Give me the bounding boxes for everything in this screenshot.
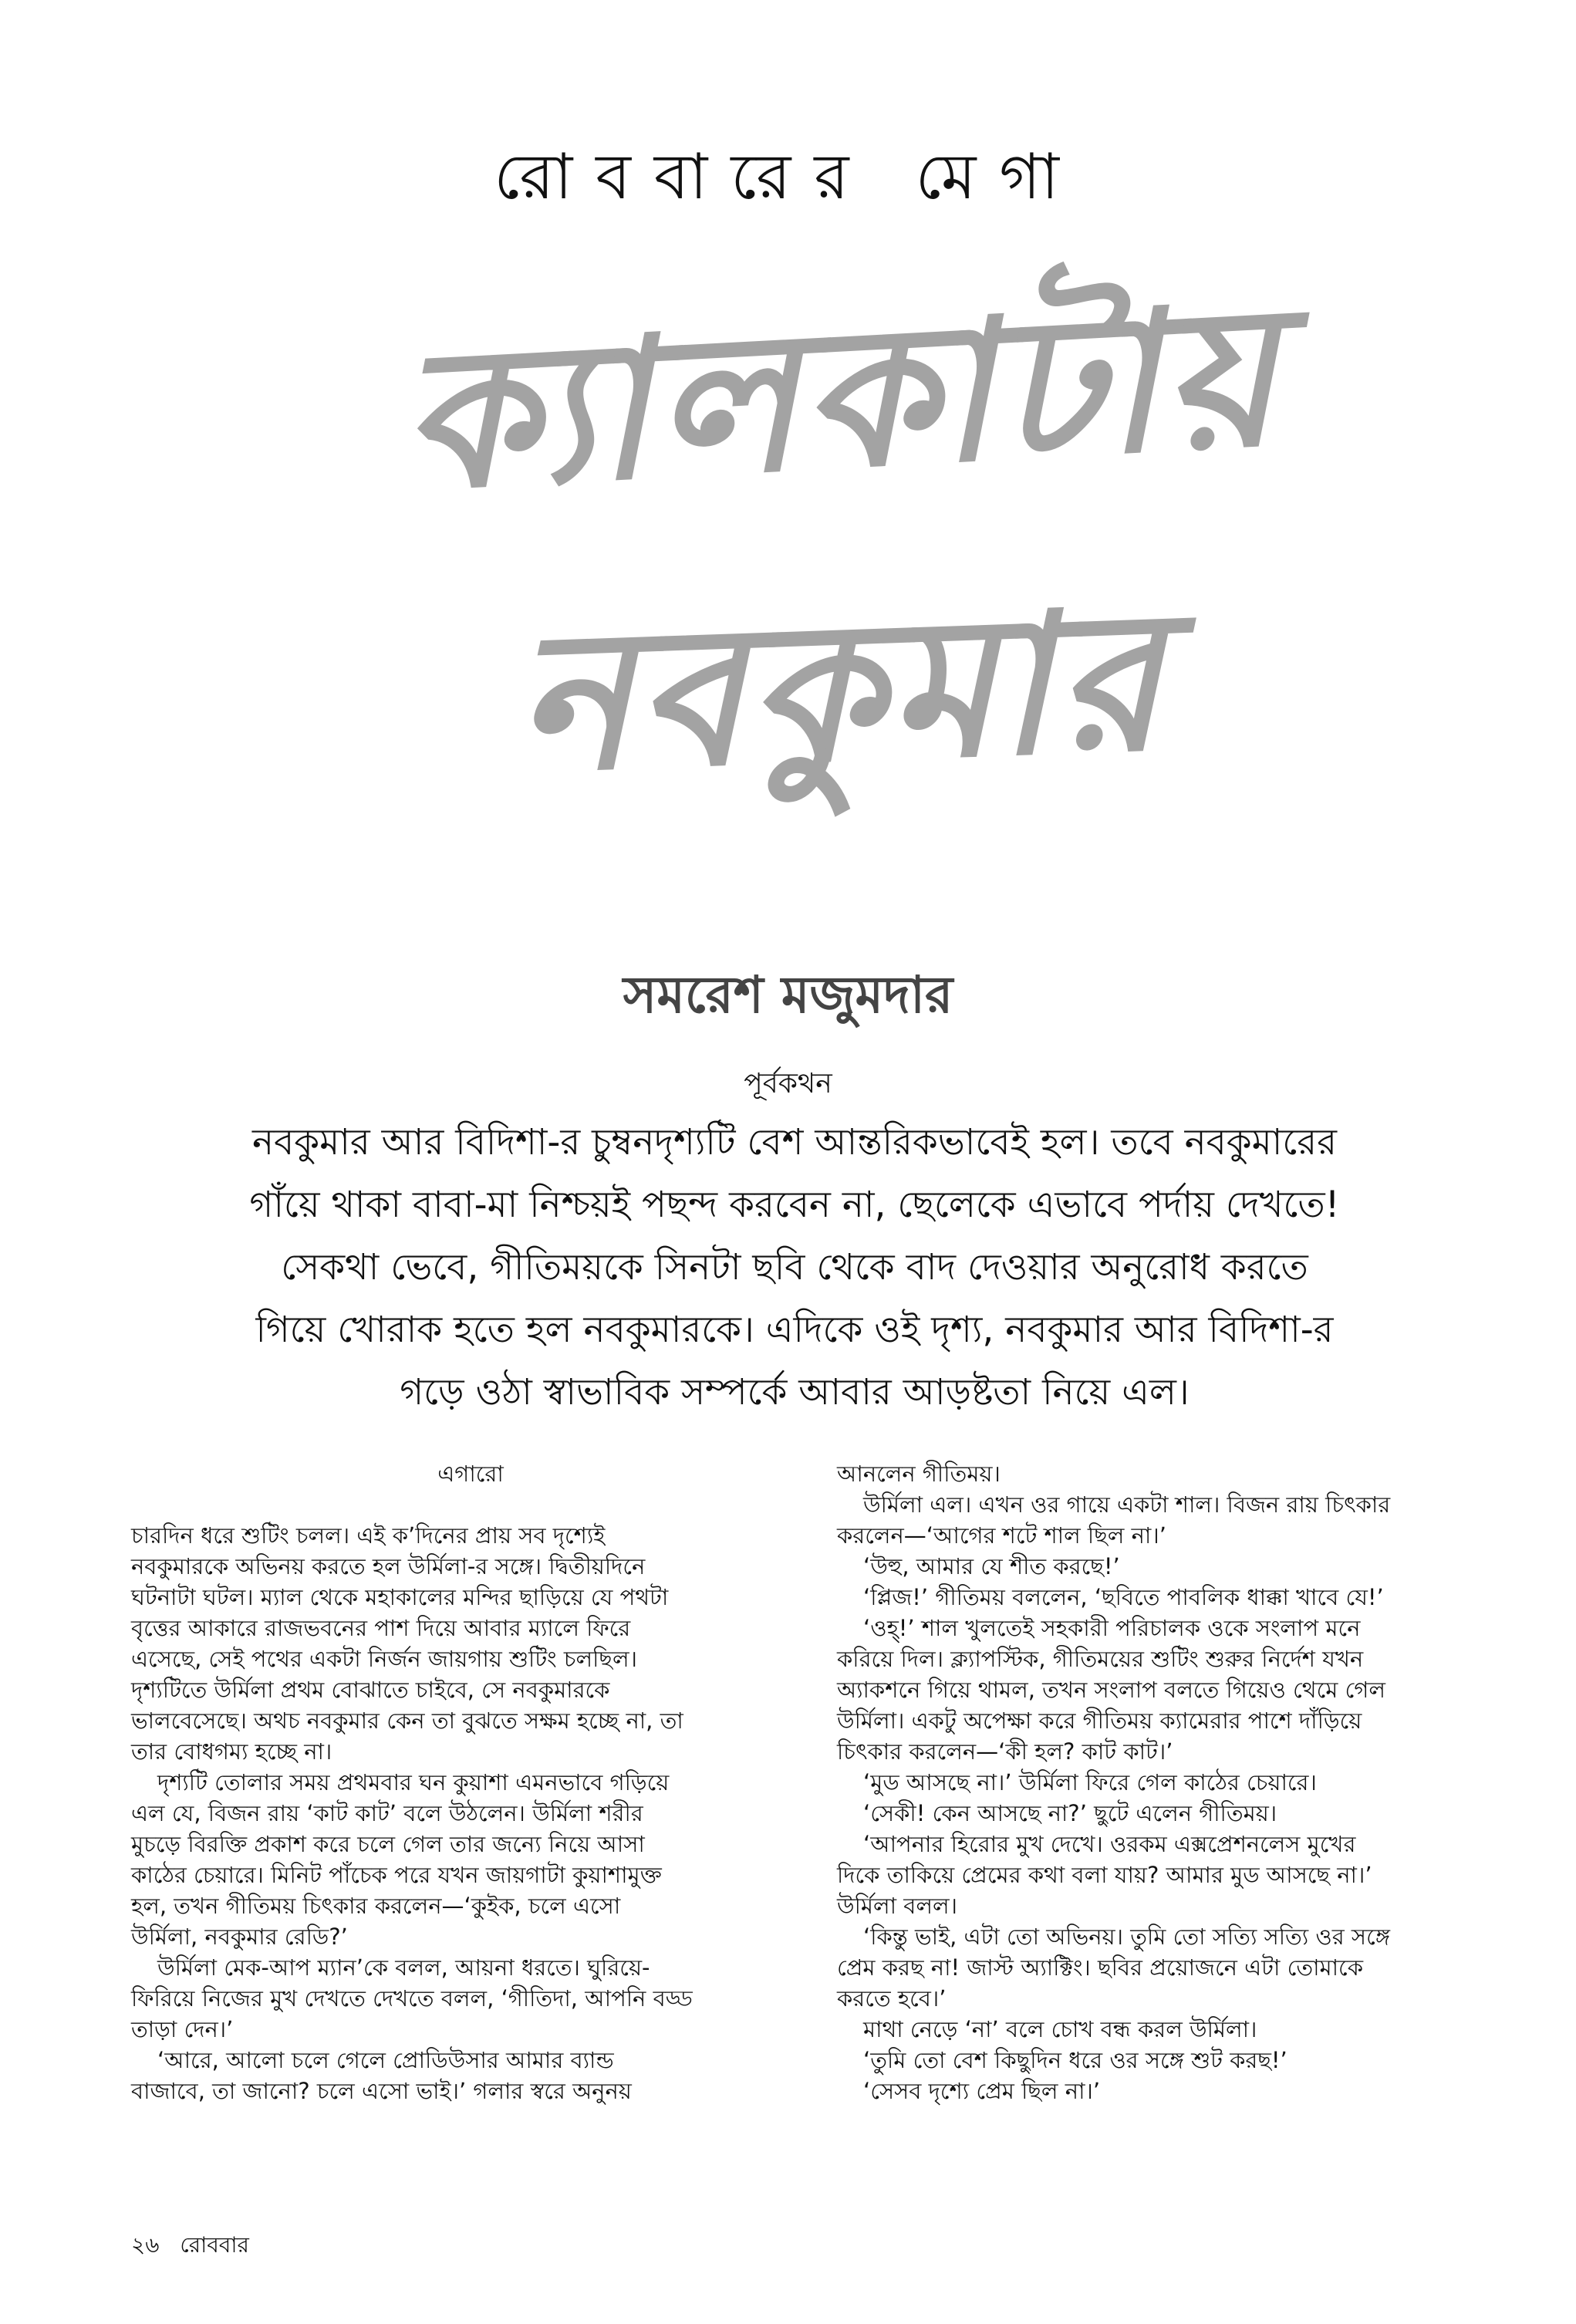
recap-summary	[131, 1111, 1458, 1424]
page-footer	[131, 2230, 263, 2261]
story-title-line-1: ক্যালকাটায়	[396, 261, 1286, 534]
body-line: উর্মিলা এল। এখন ওর গায়ে একটা শাল। বিজন রায় চিৎকার	[863, 1491, 1391, 1518]
page-number: ২৬	[131, 2232, 160, 2258]
section-kicker: রোববারের মেগা	[494, 140, 1082, 214]
body-line: বাজাবে, তা জানো? চলে এসো ভাই।’ গলার স্বরে অনুনয়	[131, 2078, 632, 2104]
body-line: করিয়ে দিল। ক্ল্যাপস্টিক, গীতিময়ের শুটিং শুরুর নির্দেশ যখন	[837, 1646, 1364, 1672]
magazine-name: রোববার	[180, 2232, 249, 2258]
body-line: ‘কিন্তু ভাই, এটা তো অভিনয়। তুমি তো সত্যি সত্যি ওর সঙ্গে	[863, 1924, 1390, 1950]
body-line: ‘আরে, আলো চলে গেলে প্রোডিউসার আমার ব্যান্ড	[157, 2047, 614, 2073]
body-column-right	[837, 1458, 1516, 2106]
recap-line: সেকথা ভেবে, গীতিময়কে সিনটা ছবি থেকে বাদ দেওয়ার অনুরোধ করতে	[281, 1246, 1308, 1289]
recap-line: গাঁয়ে থাকা বাবা-মা নিশ্চয়ই পছন্দ করবেন না, ছেলেকে এভাবে পর্দায় দেখতে!	[249, 1184, 1340, 1226]
recap-line: গিয়ে খোরাক হতে হল নবকুমারকে। এদিকে ওই দৃশ্য, নবকুমার আর বিদিশা-র	[255, 1309, 1334, 1351]
body-line: নবকুমারকে অভিনয় করতে হল উর্মিলা-র সঙ্গে। দ্বিতীয়দিনে	[131, 1553, 646, 1579]
recap-label: পূর্বকথন	[744, 1068, 832, 1100]
body-line: করতে হবে।’	[837, 1985, 947, 2012]
story-title	[339, 255, 1342, 918]
body-line: ‘উহু, আমার যে শীত করছে!’	[863, 1553, 1120, 1579]
body-line: কাঠের চেয়ারে। মিনিট পাঁচেক পরে যখন জায়গাটা কুয়াশামুক্ত	[131, 1862, 662, 1888]
body-line: ভালবেসেছে। অথচ নবকুমার কেন তা বুঝতে সক্ষম হচ্ছে না, তা	[131, 1708, 683, 1734]
body-line: মুচড়ে বিরক্তি প্রকাশ করে চলে গেল তার জন্যে নিয়ে আসা	[131, 1831, 645, 1857]
story-title-line-2: নবকুমার	[512, 566, 1169, 816]
recap-line: নবকুমার আর বিদিশা-র চুম্বনদৃশ্যটি বেশ আন্তরিকভাবেই হল। তবে নবকুমারের	[252, 1121, 1337, 1164]
body-line: এসেছে, সেই পথের একটা নির্জন জায়গায় শুটিং চলছিল।	[131, 1646, 637, 1672]
body-line: তাড়া দেন।’	[131, 2016, 234, 2042]
body-line: বৃত্তের আকারে রাজভবনের পাশ দিয়ে আবার ম্যালে ফিরে	[131, 1615, 631, 1641]
body-line: ‘প্লিজ!’ গীতিময় বললেন, ‘ছবিতে পাবলিক ধাক্কা খাবে যে!’	[863, 1584, 1384, 1610]
chapter-heading: এগারো	[437, 1461, 504, 1487]
body-line: করলেন—‘আগের শটে শাল ছিল না।’	[837, 1522, 1166, 1549]
body-line: উর্মিলা মেক-আপ ম্যান’কে বলল, আয়না ধরতে। ঘুরিয়ে-	[157, 1954, 650, 1981]
body-line: উর্মিলা বলল।	[837, 1893, 957, 1919]
body-line: চারদিন ধরে শুটিং চলল। এই ক’দিনের প্রায় সব দৃশ্যেই	[131, 1522, 606, 1549]
body-line: ঘটনাটা ঘটল। ম্যাল থেকে মহাকালের মন্দির ছাড়িয়ে যে পথটা	[131, 1584, 669, 1610]
body-line: ‘মুড আসছে না।’ উর্মিলা ফিরে গেল কাঠের চেয়ারে।	[863, 1769, 1317, 1795]
body-line: ‘সেসব দৃশ্যে প্রেম ছিল না।’	[863, 2078, 1101, 2104]
body-line: দৃশ্যটিতে উর্মিলা প্রথম বোঝাতে চাইবে, সে নবকুমারকে	[131, 1677, 610, 1703]
body-line: দিকে তাকিয়ে প্রেমের কথা বলা যায়? আমার মুড আসছে না।’	[837, 1862, 1372, 1888]
body-column-left	[131, 1458, 810, 2106]
body-line: অ্যাকশনে গিয়ে থামল, তখন সংলাপ বলতে গিয়েও থেমে গেল	[837, 1677, 1385, 1703]
author-name: সমরেশ মজুমদার	[623, 965, 953, 1025]
body-line: উর্মিলা, নবকুমার রেডি?’	[131, 1924, 348, 1950]
body-line: এল যে, বিজন রায় ‘কাট কাট’ বলে উঠলেন। উর্মিলা শরীর	[131, 1800, 643, 1826]
body-line: হল, তখন গীতিময় চিৎকার করলেন—‘কুইক, চলে এসো	[131, 1893, 621, 1919]
body-line: উর্মিলা। একটু অপেক্ষা করে গীতিময় ক্যামেরার পাশে দাঁড়িয়ে	[837, 1708, 1362, 1734]
body-line: প্রেম করছ না! জাস্ট অ্যাক্টিং। ছবির প্রয়োজনে এটা তোমাকে	[837, 1954, 1364, 1981]
body-line: ‘তুমি তো বেশ কিছুদিন ধরে ওর সঙ্গে শুট করছ!’	[863, 2047, 1287, 2073]
body-line: মাথা নেড়ে ‘না’ বলে চোখ বন্ধ করল উর্মিলা।	[863, 2016, 1257, 2042]
body-line: ফিরিয়ে নিজের মুখ দেখতে দেখতে বলল, ‘গীতিদা, আপনি বড্ড	[131, 1985, 693, 2012]
body-line: তার বোধগম্য হচ্ছে না।	[131, 1738, 332, 1765]
body-line: আনলেন গীতিময়।	[837, 1461, 1001, 1487]
recap-line: গড়ে ওঠা স্বাভাবিক সম্পর্কে আবার আড়ষ্টতা নিয়ে এল।	[400, 1371, 1190, 1414]
body-line: ‘সেকী! কেন আসছে না?’ ছুটে এলেন গীতিময়।	[863, 1800, 1277, 1826]
body-line: ‘আপনার হিরোর মুখ দেখে। ওরকম এক্সপ্রেশনলেস মুখের	[863, 1831, 1356, 1857]
body-line: দৃশ্যটি তোলার সময় প্রথমবার ঘন কুয়াশা এমনভাবে গড়িয়ে	[157, 1769, 670, 1795]
body-line: চিৎকার করলেন—‘কী হল? কাট কাট।’	[837, 1738, 1173, 1765]
body-line: ‘ওহ্!’ শাল খুলতেই সহকারী পরিচালক ওকে সংলাপ মনে	[863, 1615, 1361, 1641]
